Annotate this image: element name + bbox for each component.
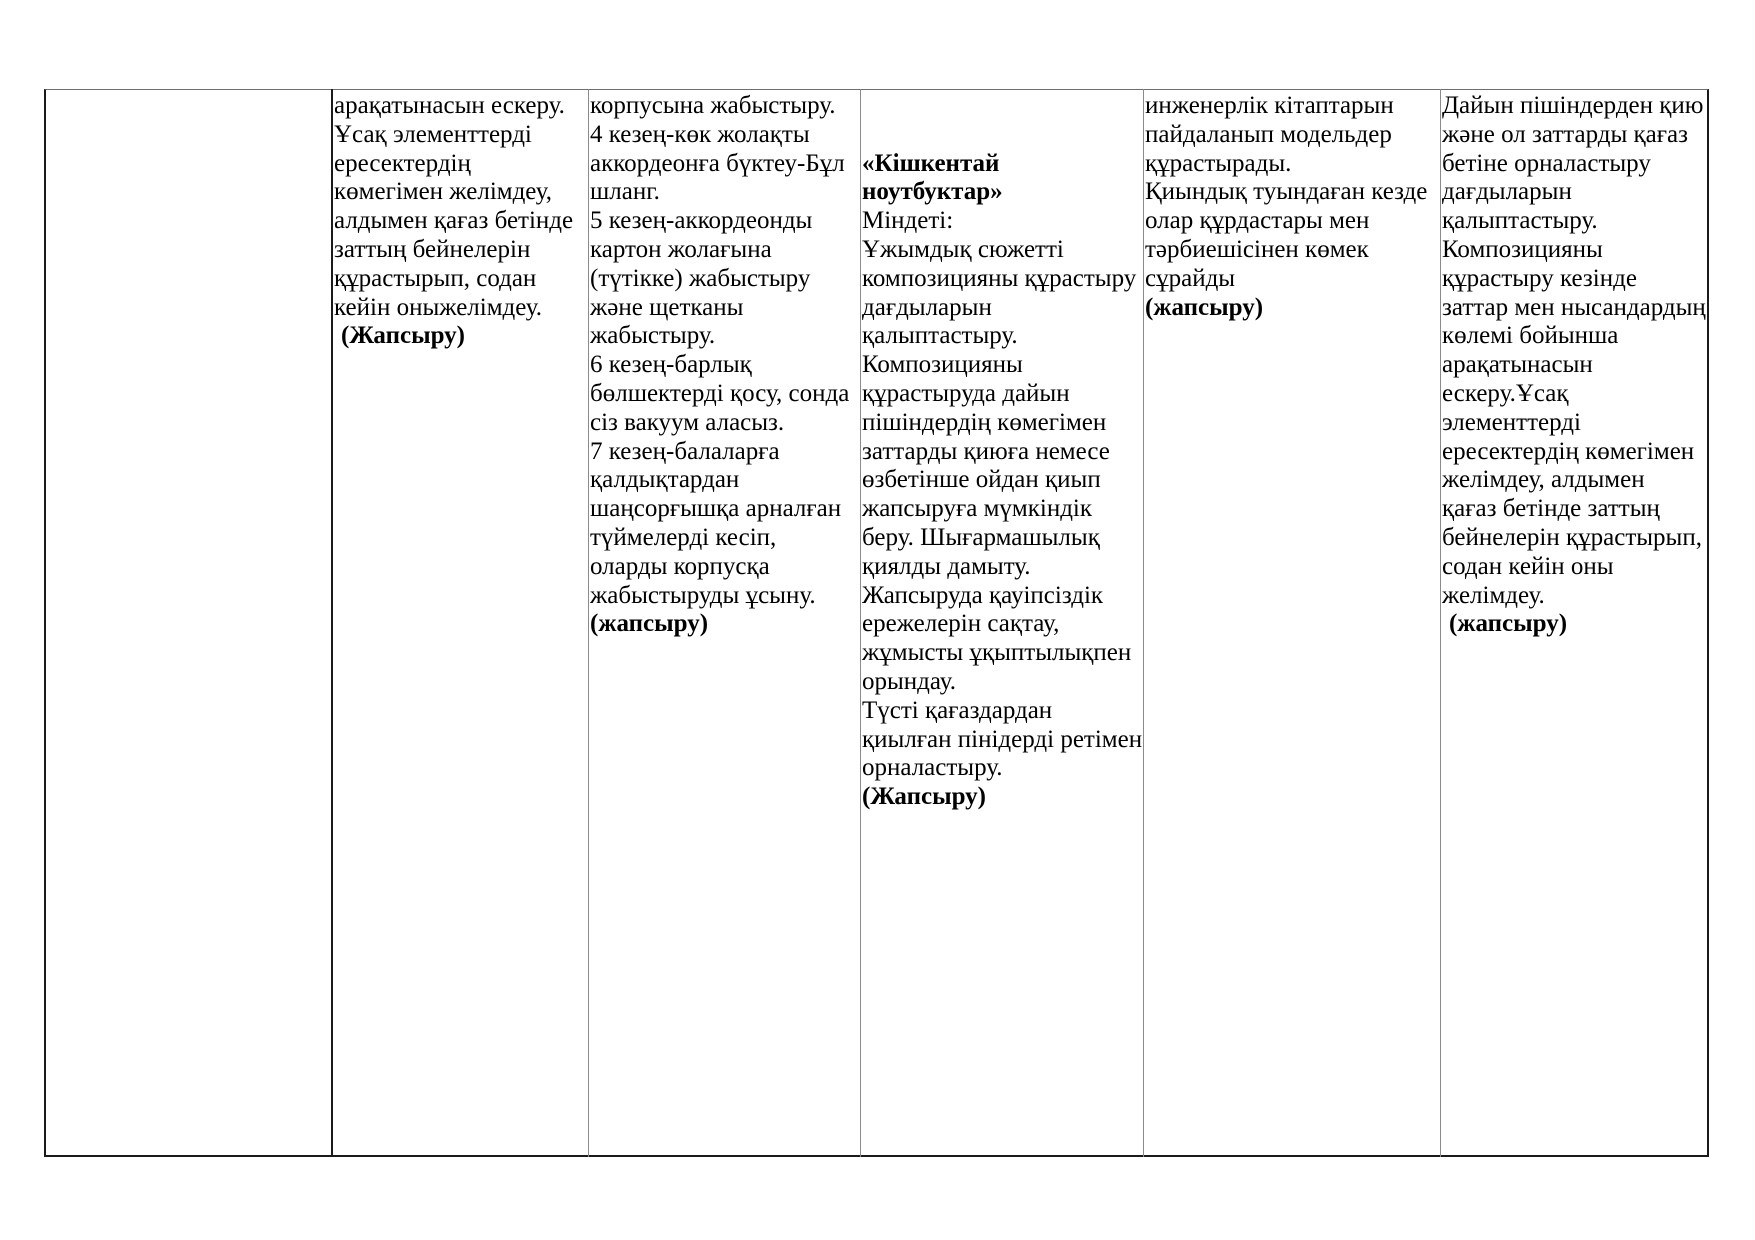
cell-text-line: құрастырады. xyxy=(1145,149,1292,177)
activity-type-label: (жапсыру) xyxy=(1145,293,1264,321)
cell-text-line: Композицияны xyxy=(1442,235,1603,263)
activity-type-label: (жапсыру) xyxy=(1449,610,1568,638)
cell-text-line: 5 кезең-аккордеонды xyxy=(590,207,813,235)
cell-text-line: желімдеу, алдымен xyxy=(1442,466,1645,494)
cell-text-line: арақатынасын ескеру. xyxy=(334,92,565,119)
table-column-divider xyxy=(1143,89,1144,1157)
table-cell-col-5 xyxy=(1145,92,1438,1155)
cell-text-line: қиылған пінідерді ретімен xyxy=(862,725,1143,753)
cell-text-line: заттарды қиюға немесе xyxy=(862,437,1110,465)
activity-type-label: (жапсыру) xyxy=(590,610,709,638)
cell-text-line: инженерлік кітаптарын xyxy=(1145,92,1394,119)
cell-text-line: Ұсақ элементтерді xyxy=(334,120,532,148)
cell-text-line: корпусына жабыстыру. xyxy=(590,92,836,119)
cell-text-line: шланг. xyxy=(590,178,660,206)
cell-text-line: құрастыруда дайын xyxy=(862,379,1070,407)
cell-text-line: желімдеу. xyxy=(1442,581,1545,609)
cell-text-line: Ұжымдық сюжетті xyxy=(862,235,1064,263)
activity-title: «Кішкентай xyxy=(862,149,1000,177)
cell-text-line: қалыптастыру. xyxy=(862,322,1018,350)
table-column-divider xyxy=(331,89,333,1157)
cell-text-line: бетіне орналастыру xyxy=(1442,149,1651,177)
cell-text-line: көмегімен желімдеу, xyxy=(334,178,553,206)
cell-text-line: беру. Шығармашылық xyxy=(862,523,1100,551)
cell-text-line: заттар мен нысандардың xyxy=(1442,293,1706,321)
cell-text-line: 6 кезең-барлық xyxy=(590,351,752,379)
cell-text-line: сұрайды xyxy=(1145,264,1236,292)
table-cell-col-3 xyxy=(590,92,858,1155)
cell-text-line: Қиындық туындаған кезде xyxy=(1145,178,1428,206)
cell-text-line: жапсыруға мүмкіндік xyxy=(862,495,1093,523)
cell-text-line: Композицияны xyxy=(862,351,1023,379)
cell-text-line: дағдыларын xyxy=(862,293,992,321)
cell-text-line: 7 кезең-балаларға xyxy=(590,437,780,465)
cell-text-line: өзбетінше ойдан қиып xyxy=(862,466,1101,494)
cell-text-line: қағаз бетінде заттың xyxy=(1442,495,1660,523)
cell-text-line: түймелерді кесіп, xyxy=(590,523,777,551)
cell-text-line: және щетканы xyxy=(590,293,744,321)
cell-text-line: жұмысты ұқыптылықпен xyxy=(862,639,1132,667)
cell-text-line: Дайын пішіндерден қию xyxy=(1442,92,1704,119)
activity-title: ноутбуктар» xyxy=(862,178,1003,206)
cell-text-line: қалдықтардан xyxy=(590,466,740,494)
table-column-divider xyxy=(588,89,589,1157)
cell-text-line: тәрбиешісінен көмек xyxy=(1145,235,1369,263)
cell-text-line: алдымен қағаз бетінде xyxy=(334,207,574,235)
cell-text-line: Түсті қағаздардан xyxy=(862,696,1053,724)
cell-text-line: элементтерді xyxy=(1442,408,1581,436)
cell-text-line: 4 кезең-көк жолақты xyxy=(590,120,810,148)
cell-text-line: шаңсорғышқа арналған xyxy=(590,495,842,523)
cell-text-line: орналастыру. xyxy=(862,754,1003,782)
cell-text-line: ересектердің xyxy=(334,149,471,177)
table-column-divider xyxy=(860,89,861,1157)
cell-text-line: ересектердің көмегімен xyxy=(1442,437,1695,465)
cell-text-line: қалыптастыру. xyxy=(1442,207,1598,235)
cell-text-line: олар құрдастары мен xyxy=(1145,207,1370,235)
cell-text-line: композицияны құрастыру xyxy=(862,264,1137,292)
cell-text-line: қиялды дамыту. xyxy=(862,552,1031,580)
cell-text-line: құрастыру кезінде xyxy=(1442,264,1637,292)
cell-text-line: картон жолағына xyxy=(590,235,772,263)
cell-text-line: және ол заттарды қағаз xyxy=(1442,120,1688,148)
cell-text-line: құрастырып, содан xyxy=(334,264,537,292)
cell-text-line: аккордеонға бүктеу-Бұл xyxy=(590,149,845,177)
table-cell-col-4 xyxy=(862,92,1141,1155)
cell-text-line: кейін оныжелімдеу. xyxy=(334,293,542,321)
cell-text-line: заттың бейнелерін xyxy=(334,235,531,263)
cell-text-line: орындау. xyxy=(862,667,956,695)
table-cell-col-6 xyxy=(1442,92,1707,1155)
table-cell-col-1 xyxy=(47,92,329,1155)
cell-text-line: (түтікке) жабыстыру xyxy=(590,264,811,292)
cell-text-line: жабыстыруды ұсыну. xyxy=(590,581,816,609)
cell-text-line: ескеру.Ұсақ xyxy=(1442,379,1569,407)
cell-text-line: бейнелерін құрастырып, xyxy=(1442,523,1702,551)
activity-type-label: (Жапсыру) xyxy=(862,783,987,811)
cell-text-line: жабыстыру. xyxy=(590,322,716,350)
activity-type-label: (Жапсыру) xyxy=(341,322,466,350)
cell-text-line: дағдыларын xyxy=(1442,178,1572,206)
table-cell-col-2 xyxy=(334,92,586,1155)
cell-text-line: пайдаланып модельдер xyxy=(1145,120,1392,148)
cell-text-line: оларды корпусқа xyxy=(590,552,770,580)
table-column-divider xyxy=(1440,89,1441,1157)
cell-text-line: арақатынасын xyxy=(1442,351,1593,379)
cell-text-line: пішіндердің көмегімен xyxy=(862,408,1107,436)
cell-text-line: ережелерін сақтау, xyxy=(862,610,1060,638)
cell-text-line: содан кейін оны xyxy=(1442,552,1614,580)
cell-text-line: көлемі бойынша xyxy=(1442,322,1619,350)
cell-text-line: Жапсыруда қауіпсіздік xyxy=(862,581,1104,609)
cell-text-line: сіз вакуум аласыз. xyxy=(590,408,785,436)
cell-text-line: Міндеті: xyxy=(862,207,954,235)
cell-text-line: бөлшектерді қосу, сонда xyxy=(590,379,850,407)
